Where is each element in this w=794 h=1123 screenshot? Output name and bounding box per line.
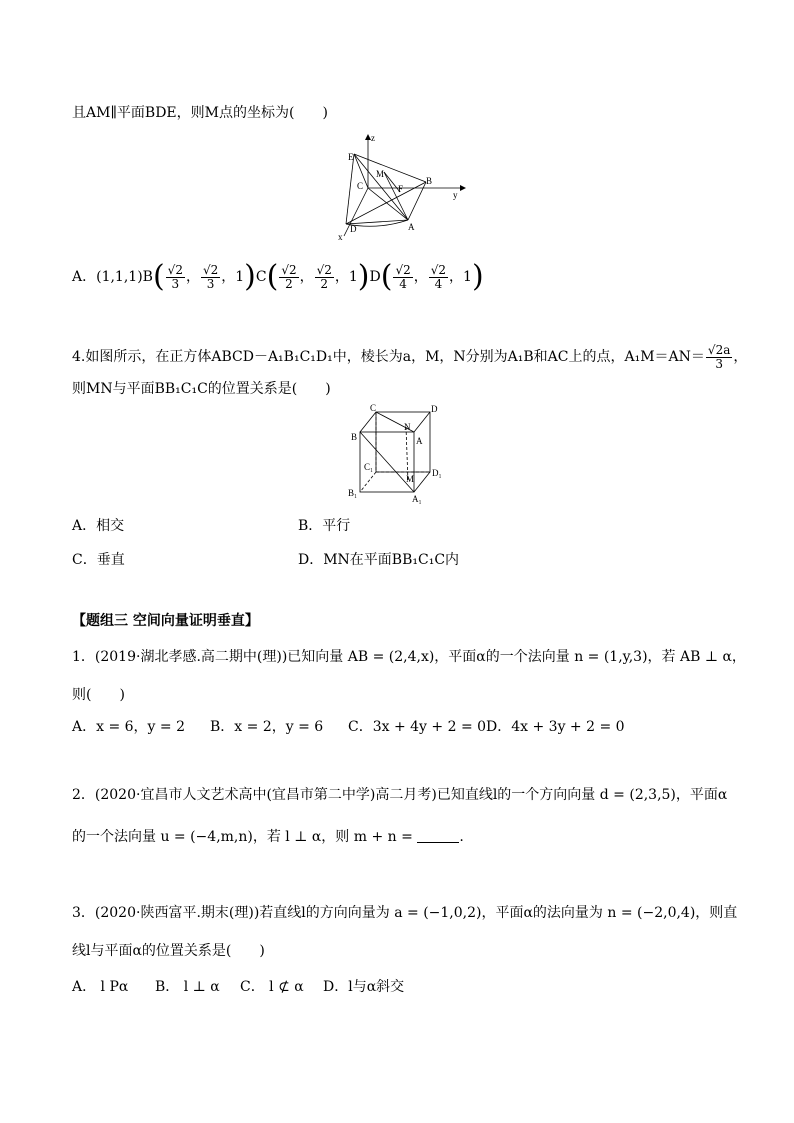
q3-option-d-prefix: D [369, 269, 381, 285]
q3-d-frac1: $\frac{√2}{4}$ [395, 262, 411, 291]
fig2-label-A: A [416, 436, 423, 446]
q3-option-a: A．(1,1,1) [72, 269, 143, 285]
q3-options: A．(1,1,1)B( $\frac{√2}{3}$ ， $\frac{√2}{3}$ ，1)C( $\frac{√2}{2}$ ， $\frac{√2}{2}$ ，1)D( $\frac{√2}{4}$ ， $\frac{√2}{4}$ ，1) [72, 259, 484, 294]
section-title: 【题组三 空间向量证明垂直】 [72, 613, 259, 629]
answer-blank[interactable] [417, 828, 459, 843]
q3-c-frac2: $\frac{√2}{2}$ [316, 262, 332, 291]
q4-frac: $\frac{√2a}{3}$ [707, 342, 731, 371]
figure-cube [344, 404, 454, 504]
q4-choice-b: B．平行 [298, 518, 351, 534]
q4-choice-a: A．相交 [72, 518, 125, 534]
fig1-label-B: B [426, 176, 433, 186]
fig2-label-D1: D₁ [432, 468, 442, 478]
q4-line1: 4.如图所示，在正方体ABCD－A₁B₁C₁D₁中，棱长为a，M，N分别为A₁B和AC上的点，A₁M＝AN＝ $\frac{√2a}{3}$ ， [72, 342, 748, 371]
fig2-label-C1: C₁ [364, 462, 374, 472]
fig1-label-z: z [371, 133, 375, 143]
q3-c-frac1: $\frac{√2}{2}$ [281, 262, 297, 291]
fig2-label-D: D [431, 404, 438, 414]
q3-stem: 且AM∥平面BDE，则M点的坐标为( ) [72, 105, 328, 121]
fig1-label-D: D [350, 224, 357, 234]
p3-choice-a: A． l Pα [72, 979, 129, 995]
q3-d-frac2: $\frac{√2}{4}$ [430, 262, 447, 291]
q3-option-c-prefix: C [255, 269, 267, 285]
fig1-label-E: E [348, 152, 354, 162]
fig2-label-B: B [351, 432, 358, 442]
q3-b-frac1: $\frac{√2}{3}$ [167, 262, 183, 291]
p1-line1: 1．(2019·湖北孝感.高二期中(理))已知向量 AB = (2,4,x)，平面α的一个法向量 n = (1,y,3)，若 AB ⊥ α， [72, 649, 746, 665]
fig2-label-B1: B₁ [348, 488, 358, 498]
p3-choice-d: D．l与α斜交 [323, 979, 405, 995]
q4-choice-c: C．垂直 [72, 552, 125, 568]
q3-option-b-prefix: B [142, 269, 153, 285]
fig2-label-C: C [370, 404, 377, 413]
p3-choice-b: B． l ⊥ α [155, 979, 220, 995]
fig2-label-A1: A₁ [412, 494, 422, 504]
fig1-label-x: x [338, 232, 343, 242]
fig2-label-M: M [406, 474, 415, 484]
fig2-label-N: N [404, 422, 411, 432]
p2-line2: 的一个法向量 u = (−4,m,n)，若 l ⊥ α，则 m + n = . [72, 829, 464, 845]
p3-line1: 3．(2020·陕西富平.期末(理))若直线l的方向向量为 a = (−1,0,2)，平面α的法向量为 n = (−2,0,4)，则直 [72, 905, 738, 921]
p3-line2: 线l与平面α的位置关系是( ) [72, 943, 265, 959]
fig1-label-A: A [408, 222, 415, 232]
q4-choice-d: D．MN在平面BB₁C₁C内 [298, 552, 460, 568]
p1-choice-a: A．x = 6，y = 2 [72, 719, 185, 735]
q3-b-frac2: $\frac{√2}{3}$ [202, 262, 219, 291]
figure-coordinate-pyramid [338, 132, 478, 242]
p1-choice-d: D．4x + 3y + 2 = 0 [486, 719, 625, 735]
p1-choice-b: B．x = 2，y = 6 [210, 719, 324, 735]
p3-choice-c: C． l ⊄ α [240, 979, 304, 995]
p2-line1: 2．(2020·宜昌市人文艺术高中(宜昌市第二中学)高二月考)已知直线l的一个方向向量 d = (2,3,5)，平面α [72, 787, 728, 803]
p1-line2: 则( ) [72, 687, 125, 703]
fig1-label-C: C [357, 181, 364, 191]
fig1-label-y: y [453, 190, 458, 200]
fig1-label-F: F [398, 184, 404, 194]
p1-choice-c: C．3x + 4y + 2 = 0 [348, 719, 487, 735]
q4-line2: 则MN与平面BB₁C₁C的位置关系是( ) [72, 381, 331, 397]
fig1-label-M: M [376, 169, 385, 179]
